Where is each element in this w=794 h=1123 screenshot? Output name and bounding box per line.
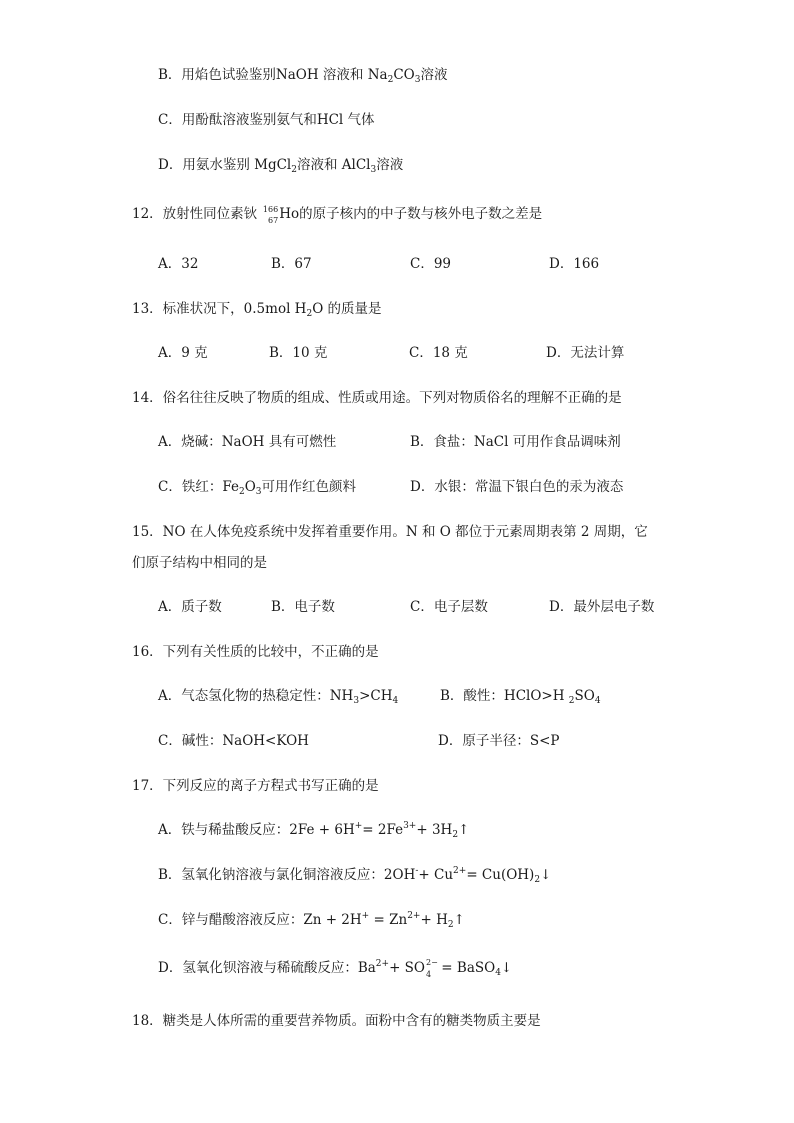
q17-b-arrow: ↓ (540, 867, 552, 883)
q13-stem (132, 300, 382, 318)
q17-c-text: C．锌与醋酸溶液反应：Zn + 2H (158, 912, 362, 928)
q17-a-arrow: ↑ (458, 822, 470, 838)
q16-b-sub2: 4 (594, 696, 601, 706)
q17-stem: 17．下列反应的离子方程式书写正确的是 (132, 778, 379, 794)
q14-option-a: A．烧碱：NaOH 具有可燃性 (158, 434, 337, 450)
q16-option-a (158, 687, 398, 705)
q17-d-text: D．氢氧化钡溶液与稀硫酸反应：Ba (158, 960, 376, 976)
q12-option-c: C．99 (410, 256, 452, 272)
q16-option-c: C．碱性：NaOH<KOH (158, 733, 309, 749)
q17-a-charge2: 3+ (403, 821, 417, 831)
q17-a-charge1: + (354, 821, 363, 831)
q15-stem-line1: 15．NO 在人体免疫系统中发挥着重要作用。N 和 O 都位于元素周期表第 2 周期，它 (132, 524, 648, 540)
q11-option-d (158, 156, 403, 174)
q16-option-d: D．原子半径：S<P (438, 733, 560, 749)
q16-b-mid: SO (574, 688, 595, 704)
q17-b-sub: 2 (534, 875, 541, 885)
q16-a-mid: >CH (359, 688, 393, 704)
q13-post: O 的质量是 (312, 301, 382, 317)
q17-d-sulfate-charge: 2− (426, 958, 438, 967)
q14-option-c (158, 478, 356, 496)
q15-option-b: B．电子数 (271, 599, 335, 615)
q11-d-text: D．用氨水鉴别 MgCl (158, 157, 292, 173)
q14-c-sub1: 2 (238, 487, 245, 497)
q17-a-mid1: = 2Fe (362, 822, 404, 838)
q17-c-sub: 2 (447, 920, 454, 930)
q12-atomic-number: 67 (268, 216, 279, 225)
q14-c-text: C．铁红：Fe (158, 479, 239, 495)
q14-c-mid: O (244, 479, 256, 495)
q12-nuclide (257, 205, 279, 223)
q14-stem: 14．俗名往往反映了物质的组成、性质或用途。下列对物质俗名的理解不正确的是 (132, 390, 622, 406)
q12-pre: 12．放射性同位素钬 (132, 206, 258, 222)
q12-post: 的原子核内的中子数与核外电子数之差是 (299, 206, 543, 222)
q13-option-d: D．无法计算 (546, 345, 625, 361)
q16-a-sub2: 4 (392, 696, 399, 706)
q17-c-charge2: 2+ (407, 911, 421, 921)
q17-b-text: B．氢氧化钠溶液与氯化铜溶液反应：2OH (158, 867, 416, 883)
q12-stem (132, 205, 542, 223)
q17-option-a (158, 821, 469, 839)
q17-c-charge1: + (361, 911, 370, 921)
q11-b-mid: CO (393, 67, 415, 83)
q17-d-charge1: 2+ (375, 959, 390, 969)
q15-stem-line2: 们原子结构中相同的是 (132, 555, 267, 571)
q16-stem: 16．下列有关性质的比较中，不正确的是 (132, 644, 379, 660)
q13-option-a: A．9 克 (158, 345, 208, 361)
q17-b-charge1: - (415, 866, 419, 876)
q17-b-mid2: = Cu(OH) (466, 867, 535, 883)
q13-option-b: B．10 克 (269, 345, 328, 361)
q16-b-text: B．酸性：HClO>H (440, 688, 569, 704)
q15-option-d: D．最外层电子数 (549, 599, 655, 615)
q12-option-b: B．67 (271, 256, 312, 272)
q16-a-text: A．气态氢化物的热稳定性：NH (158, 688, 354, 704)
q17-option-b (158, 866, 551, 884)
q12-option-d: D．166 (549, 256, 600, 272)
q15-option-c: C．电子层数 (410, 599, 488, 615)
q17-d-sulfate-index (425, 959, 437, 977)
q11-b-post: 溶液 (420, 67, 448, 83)
q13-option-c: C．18 克 (409, 345, 468, 361)
q11-option-b (158, 66, 447, 84)
q11-option-c: C．用酚酞溶液鉴别氨气和HCl 气体 (158, 112, 375, 128)
q15-option-a: A．质子数 (158, 599, 222, 615)
q12-mass-number: 166 (262, 205, 279, 214)
q17-d-mid2: = BaSO (437, 960, 496, 976)
q17-b-charge2: 2+ (453, 866, 467, 876)
q13-pre: 13．标准状况下，0.5mol H (132, 301, 307, 317)
q17-c-arrow: ↑ (453, 912, 465, 928)
q11-d-mid: 溶液和 AlCl (296, 157, 371, 173)
q11-b-sub2: 3 (414, 75, 421, 85)
q17-d-arrow: ↓ (500, 960, 513, 976)
q11-b-sub1: 2 (387, 75, 394, 85)
q17-a-mid2: + 3H (416, 822, 453, 838)
q17-a-text: A．铁与稀盐酸反应：2Fe + 6H (158, 822, 355, 838)
q11-d-post: 溶液 (376, 157, 404, 173)
q17-d-mid1: + SO (389, 960, 425, 976)
q18-stem: 18．糖类是人体所需的重要营养物质。面粉中含有的糖类物质主要是 (132, 1013, 541, 1029)
q17-option-d (158, 959, 512, 977)
q17-a-sub: 2 (452, 830, 459, 840)
q11-d-sub2: 3 (370, 165, 377, 175)
q17-option-c (158, 911, 465, 929)
q11-b-text: B．用焰色试验鉴别NaOH 溶液和 Na (158, 67, 388, 83)
q13-sub: 2 (306, 309, 313, 319)
q14-c-post: 可用作红色颜料 (261, 479, 356, 495)
q16-b-sub1: 2 (568, 696, 575, 706)
q17-d-sulfate-sub: 4 (426, 970, 432, 979)
q17-c-mid1: = Zn (369, 912, 408, 928)
q17-b-mid1: + Cu (418, 867, 454, 883)
q12-option-a: A．32 (158, 256, 199, 272)
q11-d-sub1: 2 (291, 165, 297, 175)
q17-d-sub: 4 (495, 968, 501, 978)
q17-c-mid2: + H (420, 912, 448, 928)
q12-symbol: Ho (279, 206, 300, 222)
q16-option-b (440, 687, 601, 705)
q14-option-d: D．水银：常温下银白色的汞为液态 (410, 479, 624, 495)
q14-c-sub2: 3 (255, 487, 262, 497)
q16-a-sub1: 3 (353, 696, 360, 706)
q14-option-b: B．食盐：NaCl 可用作食品调味剂 (410, 434, 621, 450)
